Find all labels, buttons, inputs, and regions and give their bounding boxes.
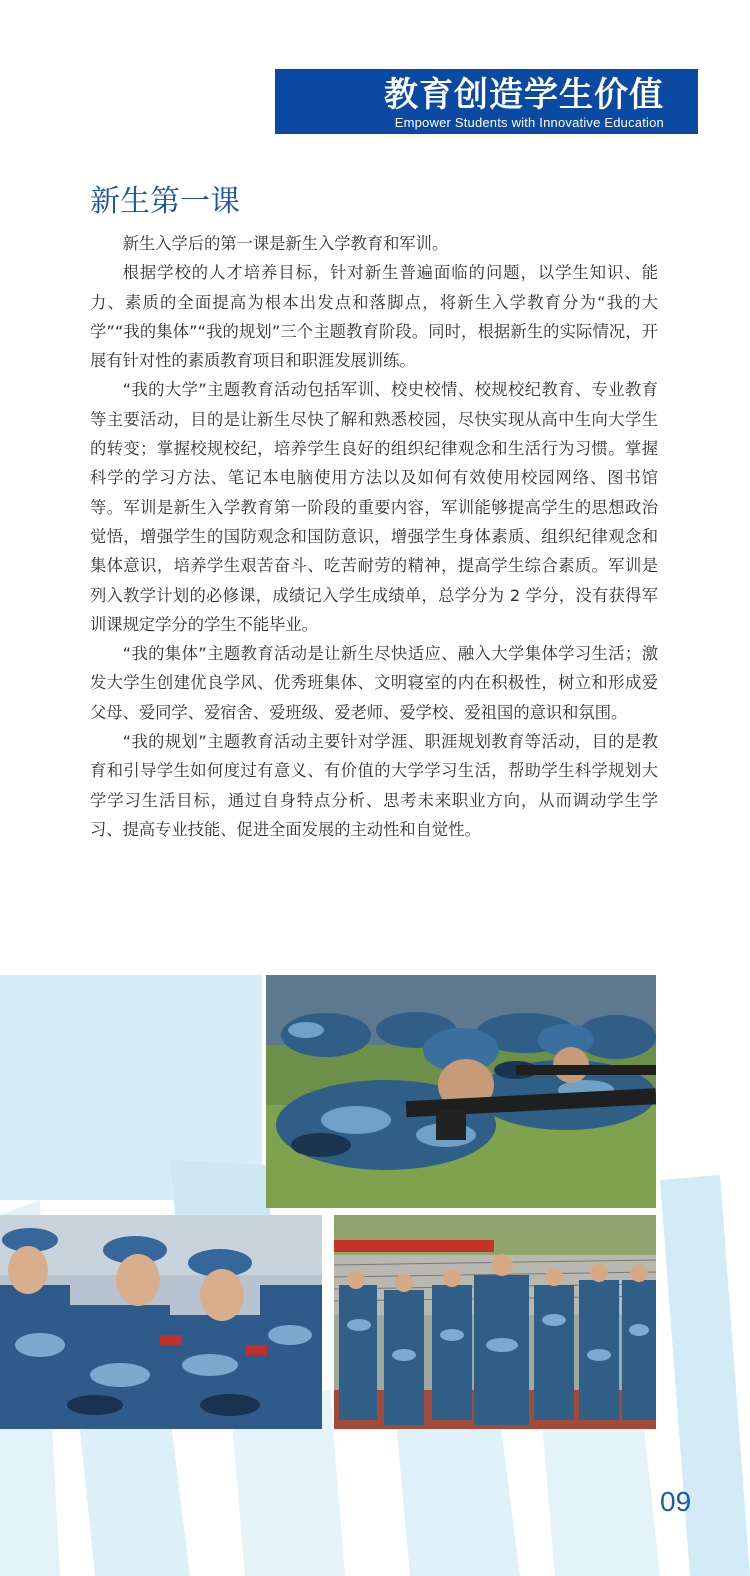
section-title: 新生第一课	[90, 184, 240, 219]
paragraph-my-collective: “我的集体”主题教育活动是让新生尽快适应、融入大学集体学习生活；激发大学生创建优良学风、优秀班集体、文明寝室的内在积极性，树立和形成爱父母、爱同学、爱宿舍、爱班级、爱老师、爱学校、爱祖国的意识和氛围。	[90, 644, 658, 722]
paragraph-my-plan: “我的规划”主题教育活动主要针对学涯、职涯规划教育等活动，目的是教育和引导学生如何度过有意义、有价值的大学学习生活，帮助学生科学规划大学学习生活目标，通过自身特点分析、思考未来职业方向，从而调动学生学习、提高专业技能、促进全面发展的主动性和自觉性。	[90, 732, 658, 839]
paragraph-intro: 新生入学后的第一课是新生入学教育和军训。	[122, 234, 449, 253]
header-title: 教育创造学生价值	[384, 75, 664, 115]
photo-marching-formation	[334, 1215, 656, 1429]
page-number: 09	[660, 1486, 692, 1517]
article-body	[90, 229, 658, 844]
header-banner	[275, 69, 698, 134]
paragraph-my-university: “我的大学”主题教育活动包括军训、校史校情、校规校纪教育、专业教育等主要活动，目的是让新生尽快了解和熟悉校园，尽快实现从高中生向大学生的转变；掌握校规校纪，培养学生良好的组织纪律观念和生活行为习惯。掌握科学的学习方法、笔记本电脑使用方法以及如何有效使用校园网络、图书馆等。军训是新生入学教育第一阶段的重要内容，军训能够提高学生的思想政治觉悟，增强学生的国防观念和国防意识，增强学生身体素质、组织纪律观念和集体意识，培养学生艰苦奋斗、吃苦耐劳的精神，提高学生综合素质。军训是列入教学计划的必修课，成绩记入学生成绩单，总学分为 2 学分，没有获得军训课规定学分的学生不能毕业。	[90, 380, 658, 634]
photo-female-cadets	[0, 1215, 322, 1429]
photo-rifle-training	[266, 975, 656, 1208]
header-subtitle: Empower Students with Innovative Education	[394, 115, 664, 130]
paragraph-goals: 根据学校的人才培养目标，针对新生普遍面临的问题，以学生知识、能力、素质的全面提高为根本出发点和落脚点，将新生入学教育分为“我的大学”“我的集体”“我的规划”三个主题教育阶段。同时，根据新生的实际情况，开展有针对性的素质教育项目和职涯发展训练。	[90, 263, 658, 371]
